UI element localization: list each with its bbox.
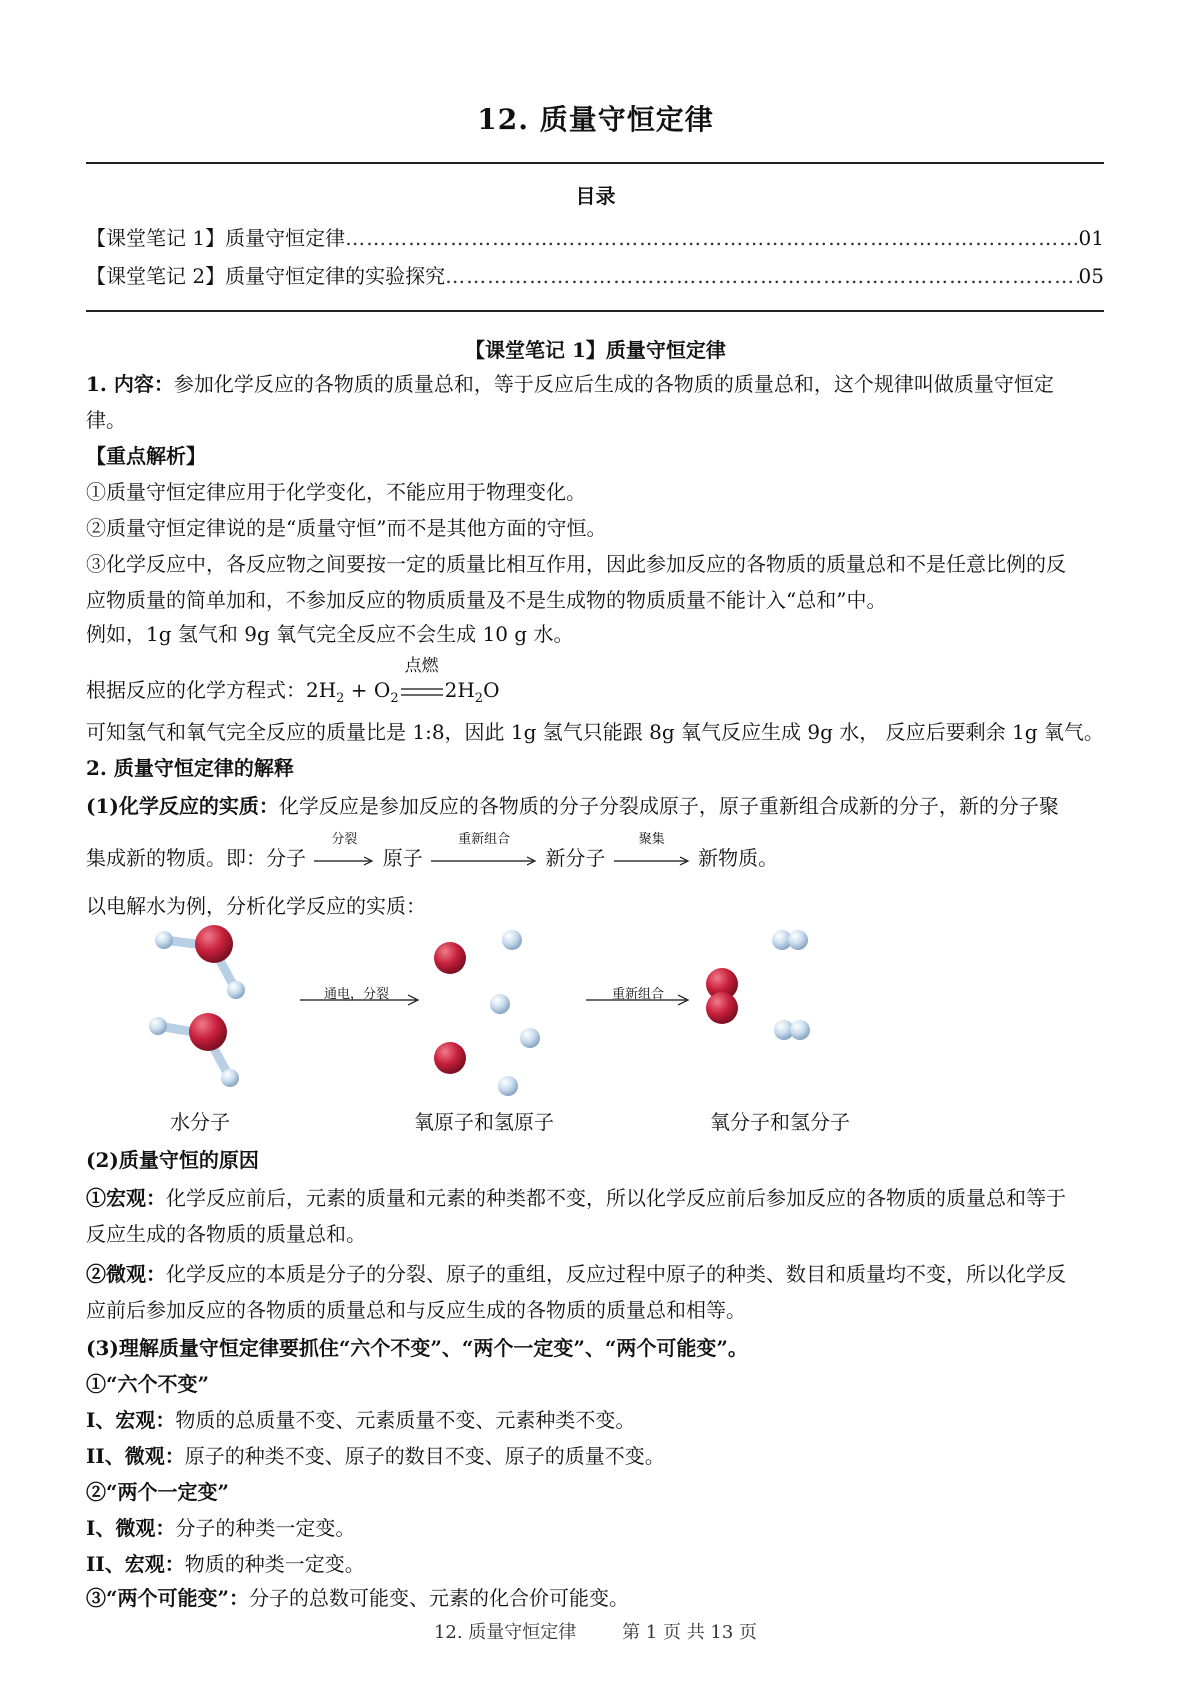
chain-arrow-label: 分裂 [331, 831, 358, 847]
key-point-2: ②质量守恒定律说的是“质量守恒”而不是其他方面的守恒。 [86, 516, 607, 540]
divider-top [86, 162, 1104, 164]
two-macro-text: 物质的种类一定变。 [184, 1552, 365, 1576]
toc-leader-dots [345, 226, 1078, 250]
essence-label: (1)化学反应的实质： [86, 794, 279, 818]
chain-new-molecule: 新分子 [545, 846, 606, 870]
essence-line [86, 792, 1059, 820]
two-changed-heading: ②“两个一定变” [86, 1480, 230, 1504]
oxygen-molecule [706, 968, 738, 1024]
understand-heading: (3)理解质量守恒定律要抓住“六个不变”、“两个一定变”、“两个可能变”。 [86, 1336, 748, 1360]
maybe-changed-line [86, 1584, 629, 1612]
chain-arrow-3 [612, 831, 692, 874]
two-macro-label: II、宏观： [86, 1552, 185, 1576]
six-macro-text: 物质的总质量不变、元素质量不变、元素种类不变。 [175, 1408, 636, 1432]
six-micro-text: 原子的种类不变、原子的数目不变、原子的质量不变。 [184, 1444, 665, 1468]
two-micro-text: 分子的种类一定变。 [175, 1516, 356, 1540]
chain-new-substance: 新物质。 [698, 846, 779, 870]
content-text: 参加化学反应的各物质的质量总和，等于反应后生成的各物质的质量总和，这个规律叫做质量守恒定 [173, 372, 1054, 396]
six-macro-label: I、宏观： [86, 1408, 176, 1432]
reaction-chain [86, 831, 779, 874]
section-heading: 【课堂笔记 1】质量守恒定律 [465, 338, 726, 362]
arrow1-label: 通电，分裂 [324, 987, 390, 1002]
reason-heading: (2)质量守恒的原因 [86, 1148, 259, 1172]
chain-arrow-label: 聚集 [638, 831, 665, 847]
equation-prefix: 根据反应的化学方程式： [86, 678, 306, 702]
toc-leader-dots [445, 264, 1078, 288]
micro-line [86, 1260, 1066, 1288]
caption-products: 氧分子和氢分子 [710, 1110, 850, 1134]
water-molecule [155, 925, 245, 999]
ratio-line: 可知氢气和氧气完全反应的质量比是 1:8，因此 1g 氢气只能跟 8g 氧气反应生成 9g 水， 反应后要剩余 1g 氧气。 [86, 720, 1104, 744]
chain-arrow-label: 重新组合 [458, 831, 511, 847]
key-point-1: ①质量守恒定律应用于化学变化，不能应用于物理变化。 [86, 480, 586, 504]
six-micro-line [86, 1442, 665, 1470]
toc-item-label: 【课堂笔记 1】质量守恒定律 [86, 226, 346, 250]
toc-item-page: 01 [1078, 226, 1104, 250]
essence-text: 化学反应是参加反应的各物质的分子分裂成原子，原子重新组合成新的分子，新的分子聚 [278, 794, 1059, 818]
divider-toc [86, 310, 1104, 312]
footer-title: 12. 质量守恒定律 [433, 1622, 577, 1643]
separated-atoms [434, 930, 540, 1096]
micro-label: ②微观： [86, 1262, 166, 1286]
arrow2-label: 重新组合 [612, 987, 665, 1002]
two-micro-label: I、微观： [86, 1516, 176, 1540]
toc-heading: 目录 [575, 184, 616, 208]
equation-arrow [399, 656, 445, 704]
six-micro-label: II、微观： [86, 1444, 185, 1468]
double-equals-icon [399, 685, 445, 699]
macro-label: ①宏观： [86, 1186, 166, 1210]
content-line [86, 370, 1054, 398]
toc-item-page: 05 [1078, 264, 1104, 288]
chain-arrow-2 [429, 831, 539, 874]
right-arrow-icon [312, 855, 376, 867]
equation-condition: 点燃 [404, 656, 439, 676]
content-line-2: 律。 [86, 408, 126, 432]
hydrogen-molecule [772, 930, 808, 950]
footer-page-number: 第 1 页 共 13 页 [622, 1622, 758, 1643]
micro-line-2: 应前后参加反应的各物质的质量总和与反应生成的各物质的质量总和相等。 [86, 1298, 746, 1322]
maybe-text: 分子的总数可能变、元素的化合价可能变。 [249, 1586, 630, 1610]
maybe-label: ③“两个可能变”： [86, 1586, 250, 1610]
six-macro-line [86, 1406, 635, 1434]
electrolysis-intro: 以电解水为例，分析化学反应的实质： [86, 894, 426, 918]
key-point-3b: 应物质量的简单加和，不参加反应的物质质量及不是生成物的物质质量不能计入“总和”中。 [86, 588, 887, 612]
toc-item-label: 【课堂笔记 2】质量守恒定律的实验探究 [86, 264, 446, 288]
toc-item-2[interactable] [86, 260, 1104, 289]
page-title: 12. 质量守恒定律 [477, 103, 714, 136]
right-arrow-icon [429, 855, 539, 867]
equation-line [86, 656, 500, 713]
six-unchanged-heading: ①“六个不变” [86, 1372, 210, 1396]
page-footer [0, 1618, 1191, 1644]
caption-water: 水分子 [170, 1110, 230, 1134]
caption-atoms: 氧原子和氢原子 [414, 1110, 554, 1134]
chemical-equation: $2H_2 + O_2$ 点燃 $2H_2O$ [306, 678, 499, 702]
hydrogen-molecule [774, 1020, 810, 1040]
water-molecule [149, 1013, 239, 1087]
macro-line [86, 1184, 1066, 1212]
two-micro-line [86, 1514, 355, 1542]
micro-text: 化学反应的本质是分子的分裂、原子的重组，反应过程中原子的种类、数目和质量均不变，所以化学反 [166, 1262, 1066, 1286]
example-line: 例如，1g 氢气和 9g 氧气完全反应不会生成 10 g 水。 [86, 622, 574, 646]
toc-item-1[interactable] [86, 222, 1104, 251]
chain-prefix: 集成新的物质。即：分子 [86, 846, 306, 870]
two-macro-line [86, 1550, 365, 1578]
chain-arrow-1 [312, 831, 376, 874]
key-points-heading: 【重点解析】 [86, 444, 206, 468]
content-label: 1. 内容： [86, 372, 174, 396]
macro-line-2: 反应生成的各物质的质量总和。 [86, 1222, 366, 1246]
right-arrow-icon [612, 855, 692, 867]
chain-atom: 原子 [382, 846, 423, 870]
key-point-3a: ③化学反应中，各反应物之间要按一定的质量比相互作用，因此参加反应的各物质的质量总和不是任意比例的反 [86, 552, 1066, 576]
explain-heading: 2. 质量守恒定律的解释 [86, 756, 294, 780]
macro-text: 化学反应前后，元素的质量和元素的种类都不变，所以化学反应前后参加反应的各物质的质量总和等于 [166, 1186, 1066, 1210]
